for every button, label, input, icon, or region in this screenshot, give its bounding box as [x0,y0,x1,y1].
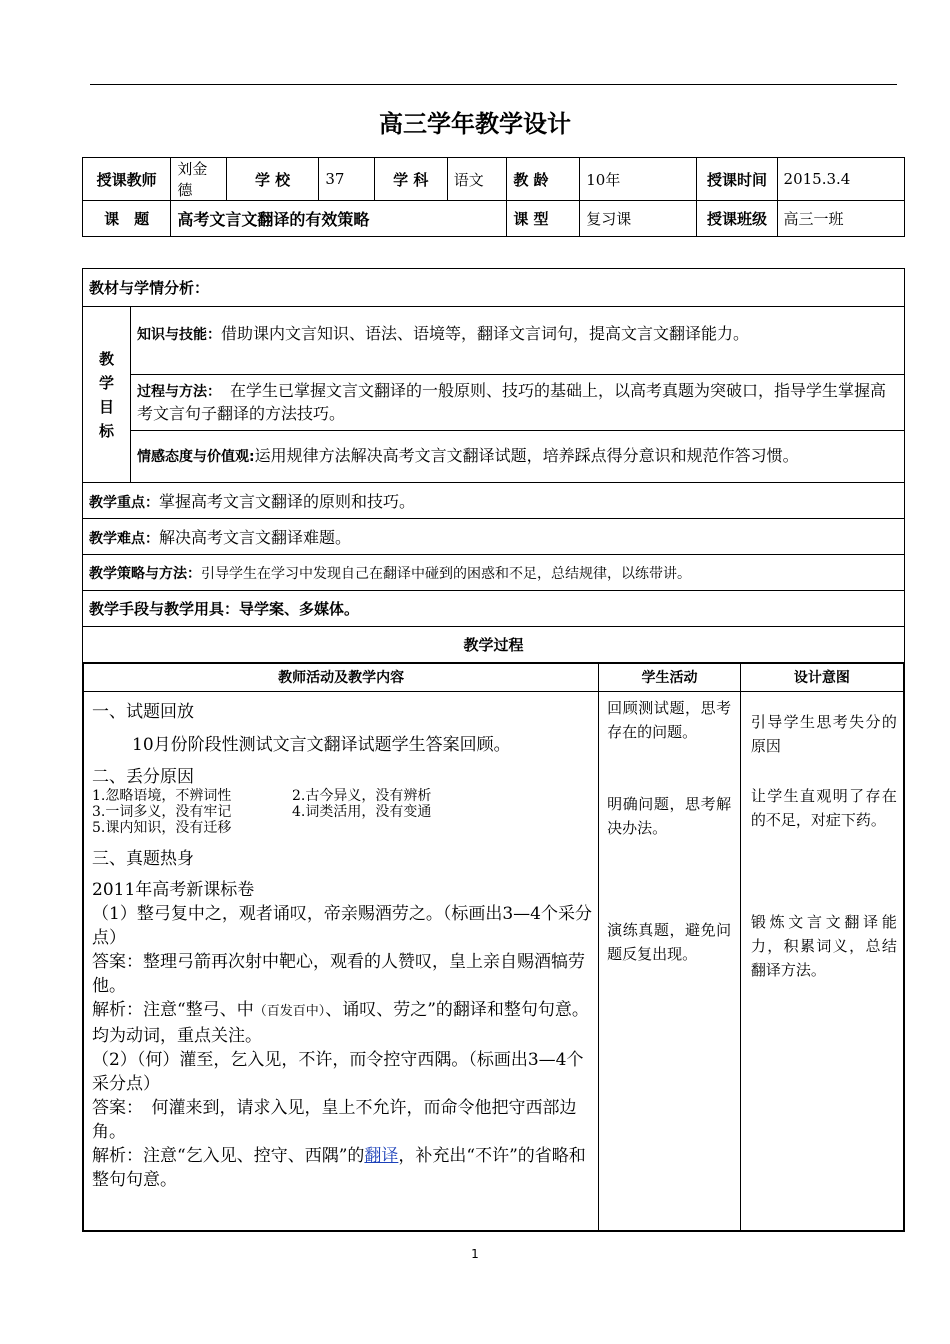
answer-2: 答案： 何灌来到，请求入见，皇上不允许，而命令他把守西部边角。 [92,1097,577,1142]
teacher-value: 刘金德 [171,158,226,201]
student-activity-3: 演练真题，避免问题反复出现。 [607,920,732,963]
key-point-text: 掌握高考文言文翻译的原则和技巧。 [159,492,416,511]
process-section-title: 教学过程 [83,627,905,663]
process-label: 过程与方法： [136,384,214,400]
reason-1: 1.忽略语境，不辨词性 [92,787,232,804]
strategy-cell [83,555,905,591]
difficulty-label: 教学难点： [89,531,159,547]
explanation-1-note-line: 均为动词，重点关注。 [92,1025,262,1046]
key-point-cell [83,483,905,519]
reason-4: 4.词类活用，没有变通 [292,803,432,820]
teacher-content-cell [83,691,599,1231]
student-activity-2: 明确问题，思考解决办法。 [607,794,732,837]
knowledge-cell [130,307,904,375]
question-2: （2）（何）灌至，乞入见，不许，而令控守西隅。（标画出3—4个采分点） [92,1049,584,1094]
student-activity-cell [599,691,741,1231]
class-label: 授课班级 [697,201,777,237]
student-activity-1: 回顾测试题，思考存在的问题。 [607,698,732,741]
school-label: 学 校 [226,158,318,201]
page-number: 1 [471,1247,479,1261]
process-table [82,662,905,1232]
analysis-table [82,268,905,663]
explanation-2-part: 解析：注意“乞入见、控守、西隅”的 [92,1145,365,1166]
age-value: 10年 [580,158,697,201]
subject-label: 学 科 [374,158,447,201]
goals-char: 教 [98,349,114,368]
type-value: 复习课 [580,201,697,237]
design-intent-cell [740,691,904,1231]
question-1: （1）整弓复中之，观者诵叹，帝亲赐酒劳之。（标画出3—4个采分点） [92,903,592,948]
explanation-1 [92,998,592,1024]
emotion-label: 情感态度与价值观: [136,449,255,465]
answer-1: 答案：整理弓箭再次射中靶心，观看的人赞叹，皇上亲自赐酒犒劳他。 [92,951,585,996]
reason-2: 2.古今异义，没有辨析 [292,787,432,804]
explanation-1-part: 解析：注意“整弓、中 [92,999,254,1020]
topic-label: 课 题 [83,201,171,237]
class-value: 高三一班 [777,201,904,237]
explanation-2-part: ，补充出“不许”的省略和整句句意。 [92,1145,586,1190]
col-header-student: 学生活动 [599,663,741,691]
emotion-text: 运用规律方法解决高考文言文翻译试题，培养踩点得分意识和规范作答习惯。 [254,446,799,465]
knowledge-text: 借助课内文言知识、语法、语境等，翻译文言词句，提高文言文翻译能力。 [220,324,749,343]
subject-value: 语文 [447,158,507,201]
header-rule [90,84,897,85]
topic-value: 高考文言文翻译的有效策略 [171,201,507,237]
goals-char: 标 [98,421,114,440]
reason-3: 3.一词多义，没有牢记 [92,803,232,820]
school-value: 37 [319,158,374,201]
key-point-label: 教学重点： [89,495,159,511]
age-label: 教 龄 [507,158,580,201]
exam-source: 2011年高考新课标卷 [92,879,255,900]
goals-char: 学 [98,373,114,392]
document-title: 高三学年教学设计 [379,110,571,138]
explanation-1-note: （百发百中） [253,1003,326,1019]
section-3-title: 三、真题热身 [92,848,194,869]
knowledge-label: 知识与技能： [136,327,221,343]
design-intent-3: 锻炼文言文翻译能力，积累词义，总结翻译方法。 [750,912,897,979]
time-label: 授课时间 [697,158,777,201]
reason-5: 5.课内知识，没有迁移 [92,819,232,836]
strategy-text: 引导学生在学习中发现自己在翻译中碰到的困惑和不足，总结规律，以练带讲。 [201,565,691,582]
translation-link[interactable]: 翻译 [364,1145,399,1166]
col-header-intent: 设计意图 [740,663,904,691]
difficulty-cell [83,519,905,555]
teacher-label: 授课教师 [83,158,171,201]
time-value: 2015.3.4 [777,158,904,201]
strategy-label: 教学策略与方法： [89,565,201,582]
design-intent-1: 引导学生思考失分的原因 [750,712,897,755]
design-intent-2: 让学生直观明了存在的不足，对症下药。 [750,786,897,829]
goals-char: 目 [98,397,114,416]
process-text: 在学生已掌握文言文翻译的一般原则、技巧的基础上，以高考真题为突破口，指导学生掌握高考文言句子翻译的方法技巧。 [136,381,886,423]
teacher-text-body [92,878,592,1192]
tools-cell: 教学手段与教学用具：导学案、多媒体。 [83,591,905,627]
emotion-cell [130,431,904,483]
difficulty-text: 解决高考文言文翻译难题。 [159,528,352,547]
type-label: 课 型 [507,201,580,237]
explanation-2 [92,1144,592,1192]
goals-label [83,307,131,483]
section-1-title: 一、试题回放 [92,701,194,722]
process-cell [130,375,904,431]
info-table [82,157,905,237]
col-header-teacher: 教师活动及教学内容 [83,663,599,691]
explanation-1-part: 、诵叹、劳之”的翻译和整句句意。 [325,999,589,1020]
material-label: 教材与学情分析： [83,269,905,307]
section-1-text: 10月份阶段性测试文言文翻译试题学生答案回顾。 [132,734,511,755]
section-2-title: 二、丢分原因 [92,766,194,787]
